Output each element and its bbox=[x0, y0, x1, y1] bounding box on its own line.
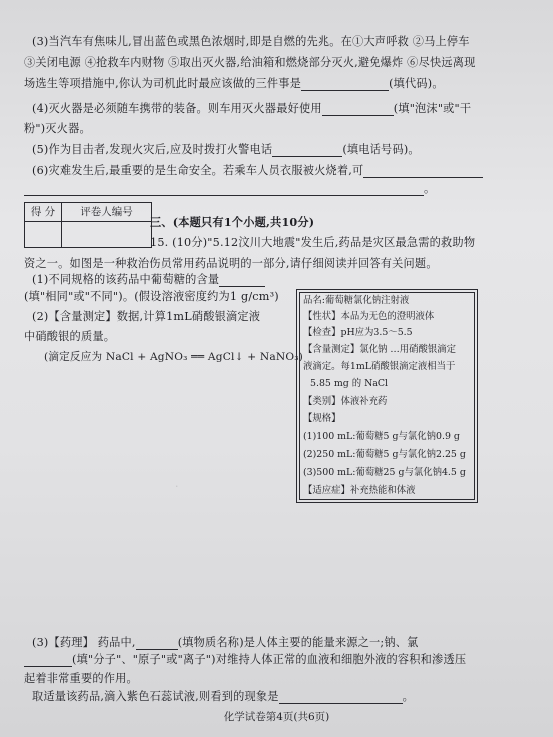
drug-assay-2: 液滴定。每1mL硝酸银滴定液相当于 bbox=[303, 361, 456, 372]
answer-blank[interactable] bbox=[301, 79, 389, 91]
drug-appearance: 【性状】本品为无色的澄明液体 bbox=[303, 311, 435, 322]
section-title: 三、(本题只有1个小题,共10分) bbox=[150, 215, 315, 229]
drug-assay-3: 5.85 mg 的 NaCl bbox=[310, 378, 389, 389]
drug-name: 品名:葡萄糖氯化钠注射液 bbox=[303, 295, 410, 306]
q15-part1-line1: (1)不同规格的该药品中葡萄糖的含量 bbox=[32, 273, 265, 287]
q4-line2: 粉")灭火器。 bbox=[24, 122, 91, 135]
q15-part3-line2: (填"分子"、"原子"或"离子")对维持人体正常的血液和细胞外液的容积和渗透压 bbox=[24, 653, 466, 667]
answer-blank[interactable] bbox=[24, 655, 72, 667]
answer-blank[interactable] bbox=[24, 184, 424, 196]
answer-blank[interactable] bbox=[272, 145, 342, 157]
score-header: 得 分 bbox=[25, 203, 62, 221]
answer-blank[interactable] bbox=[279, 692, 403, 704]
q15-part3-line1: (3)【药理】 药品中, (填物质名称)是人体主要的能量来源之一;钠、氯 bbox=[32, 636, 419, 649]
answer-blank[interactable] bbox=[219, 275, 265, 287]
q3-line2: ③关闭电源 ④抢救车内财物 ⑤取出灭火器,给油箱和燃烧部分灭火,避免爆炸 ⑥尽快远离现 bbox=[24, 56, 476, 69]
q4-line1: (4)灭火器是必须随车携带的装备。则车用灭火器最好使用 (填"泡沫"或"干 bbox=[32, 102, 472, 115]
q15-part2-line2: 中硝酸银的质量。 bbox=[24, 330, 116, 343]
drug-spec-2: (2)250 mL:葡萄糖5 g与氯化钠2.25 g bbox=[303, 449, 466, 460]
q3-line1: (3)当汽车有焦味儿,冒出蓝色或黑色浓烟时,即是自燃的先兆。在①大声呼救 ②马上停车 bbox=[32, 35, 470, 48]
answer-blank[interactable] bbox=[363, 166, 483, 178]
q15-part1-line2: (填"相同"或"不同")。(假设溶液密度约为1 g/cm³) bbox=[24, 290, 279, 303]
q6-line2: 。 bbox=[24, 182, 435, 196]
page-footer: 化学试卷第4页(共6页) bbox=[223, 711, 330, 723]
answer-blank[interactable] bbox=[136, 638, 178, 650]
drug-category: 【类别】体液补充药 bbox=[303, 396, 388, 407]
score-table bbox=[24, 202, 152, 248]
q15-part3-line4: 取适量该药品,滴入紫色石蕊试液,则看到的现象是 。 bbox=[32, 690, 415, 703]
drug-spec-1: (1)100 mL:葡萄糖5 g与氯化钠0.9 g bbox=[303, 431, 460, 442]
q15-part2-line1: (2)【含量测定】数据,计算1mL硝酸银滴定液 bbox=[32, 310, 261, 323]
grader-header: 评卷人编号 bbox=[80, 206, 133, 218]
drug-ph: 【检查】pH应为3.5～5.5 bbox=[303, 327, 413, 338]
answer-blank[interactable] bbox=[322, 104, 394, 116]
q15-part3-line3: 起着非常重要的作用。 bbox=[24, 672, 138, 685]
titration-equation: (滴定反应为 NaCl + AgNO₃ ══ AgCl↓ + NaNO₃) bbox=[44, 351, 304, 363]
q15-line1: 15. (10分)"5.12汶川大地震"发生后,药品是灾区最急需的救助物 bbox=[150, 236, 476, 249]
drug-spec-3: (3)500 mL:葡萄糖25 g与氯化钠4.5 g bbox=[303, 467, 466, 478]
drug-spec-title: 【规格】 bbox=[303, 413, 341, 424]
exam-page: (3)当汽车有焦味儿,冒出蓝色或黑色浓烟时,即是自燃的先兆。在①大声呼救 ②马上停车 ③关闭电源 ④抢救车内财物 ⑤取出灭火器,给油箱和燃烧部分灭火,避免爆炸 ⑥尽快远离现 场选生等项措施中,你认为司机此时最应该做的三件事是 (填代码)。 (4)灭火器是必须随车携带的装备。则车用灭火器最好使用 (填"泡沫"或"干 粉")灭火器。 (5)作为目击者,发现火灾后,应及时拨打火警电话 (填电话号码)。 (6)灾难发生后,最重要的是生命安全。若乘车人员衣服被火烧着,可 。 得 分 评卷人编号 三、(本题只有1个小题,共10分) 15. (10分)"5.12汶川大地震"发生后,药品是灾区最急需的救助物 资之一。如图是一种救治伤员常用药品说明的一部分,请仔细阅读并回答有关问题。 (1)不同规格的该药品中葡萄糖的含量 (填"相同"或"不同")。(假设溶液密度约为1 g/cm³) (2)【含量测定】数据,计算1mL硝酸银滴定液 中硝酸银的质量。 (滴定反应为 NaCl + AgNO₃ ══ AgCl↓ + NaNO₃) 品名:葡萄糖氯化钠注射液 【性状】本品为无色的澄明液体 【检查】pH应为3.5～5.5 【含量测定】氯化钠 …用硝酸银滴定 液滴定。每1mL硝酸银滴定液相当于 5.85 mg 的 NaCl 【类别】体液补充药 【规格】 (1)100 mL:葡萄糖5 g与氯化钠0.9 g (2)250 mL:葡萄糖5 g与氯化钠2.25 g (3)500 mL:葡萄糖25 g与氯化钠4.5 g 【适应症】补充热能和体液 · (3)【药理】 药品中, (填物质名称)是人体主要的能量来源之一;钠、氯 (填"分子"、"原子"或"离子")对维持人体正常的血液和细胞外液的容积和渗透压 起着非常重要的作用。 取适量该药品,滴入紫色石蕊试液,则看到的现象是 。 化学试卷第4页(共6页) bbox=[0, 0, 553, 737]
q5-line: (5)作为目击者,发现火灾后,应及时拨打火警电话 (填电话号码)。 bbox=[32, 143, 420, 156]
q15-line2: 资之一。如图是一种救治伤员常用药品说明的一部分,请仔细阅读并回答有关问题。 bbox=[24, 257, 438, 270]
drug-assay-1: 【含量测定】氯化钠 …用硝酸银滴定 bbox=[303, 344, 456, 355]
q3-line3: 场选生等项措施中,你认为司机此时最应该做的三件事是 (填代码)。 bbox=[24, 77, 444, 90]
q6-line1: (6)灾难发生后,最重要的是生命安全。若乘车人员衣服被火烧着,可 bbox=[32, 164, 483, 178]
drug-indication: 【适应症】补充热能和体液 bbox=[303, 485, 416, 496]
